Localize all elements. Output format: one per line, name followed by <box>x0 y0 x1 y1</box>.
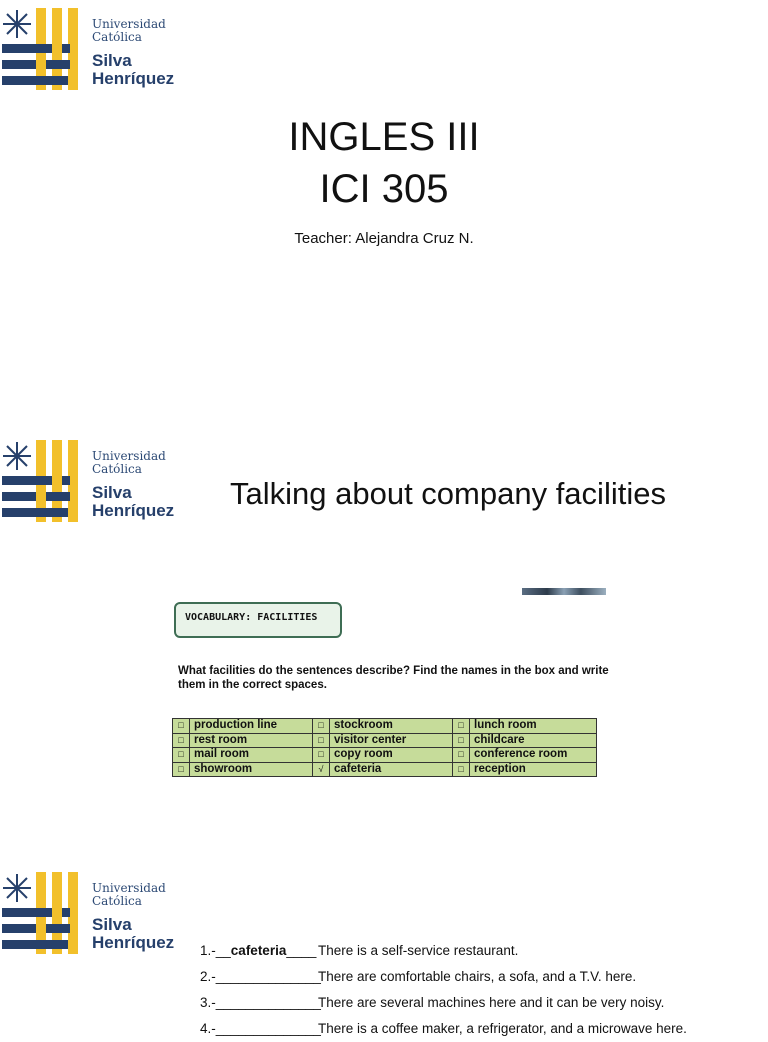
exercise-sentence: There are comfortable chairs, a sofa, and a T.V. here. <box>318 969 637 984</box>
checkbox-icon[interactable]: □ <box>453 748 470 763</box>
exercise-item <box>200 964 687 990</box>
logo-emblem-icon <box>0 8 90 90</box>
answer-blank[interactable]: ______________ <box>215 995 321 1010</box>
checkbox-icon[interactable]: □ <box>453 762 470 777</box>
teacher-name: Teacher: Alejandra Cruz N. <box>294 230 474 247</box>
vocabulary-word: cafeteria <box>330 762 453 777</box>
vocabulary-row <box>173 733 597 748</box>
vocabulary-word: stockroom <box>330 719 453 734</box>
slide-title <box>0 0 768 420</box>
checkbox-icon[interactable]: √ <box>313 762 330 777</box>
vocabulary-word: mail room <box>190 748 313 763</box>
exercise-item <box>200 938 687 964</box>
checkbox-icon[interactable]: □ <box>313 748 330 763</box>
checkbox-icon[interactable]: □ <box>453 719 470 734</box>
vocabulary-row <box>173 719 597 734</box>
answer-blank[interactable]: ______________ <box>215 1021 321 1036</box>
university-logo <box>0 872 200 962</box>
answer-text: cafeteria <box>230 943 287 958</box>
vocabulary-word: production line <box>190 719 313 734</box>
vocabulary-word: copy room <box>330 748 453 763</box>
exercise-list <box>200 938 687 1042</box>
checkbox-icon[interactable]: □ <box>313 733 330 748</box>
exercise-number: 3.- <box>200 995 216 1010</box>
slide-facilities <box>0 432 768 852</box>
vocabulary-word: conference room <box>470 748 597 763</box>
exercise-sentence: There are several machines here and it can be very noisy. <box>318 995 665 1010</box>
checkbox-icon[interactable]: □ <box>173 719 190 734</box>
exercise-item <box>200 990 687 1016</box>
answer-blank[interactable]: ______________ <box>215 969 321 984</box>
logo-emblem-icon <box>0 440 90 522</box>
answer-blank-suffix: ____ <box>286 943 317 958</box>
checkbox-icon[interactable]: □ <box>453 733 470 748</box>
exercise-number: 4.- <box>200 1021 216 1036</box>
university-logo <box>0 8 200 98</box>
logo-emblem-icon <box>0 872 90 954</box>
exercise-sentence: There is a self-service restaurant. <box>318 943 519 958</box>
exercise-number: 1.- <box>200 943 216 958</box>
vocabulary-row <box>173 762 597 777</box>
logo-university-text: Universidad Católica <box>92 17 166 44</box>
vocabulary-row <box>173 748 597 763</box>
vocabulary-word: reception <box>470 762 597 777</box>
vocabulary-word: rest room <box>190 733 313 748</box>
answer-blank[interactable]: __ <box>215 943 231 958</box>
vocabulary-word: lunch room <box>470 719 597 734</box>
vocabulary-table <box>172 718 597 777</box>
slide-heading: Talking about company facilities <box>230 476 666 511</box>
exercise-instructions: What facilities do the sentences describe? Find the names in the box and write them in the correct spaces. <box>178 665 609 691</box>
checkbox-icon[interactable]: □ <box>173 733 190 748</box>
exercise-sentence: There is a coffee maker, a refrigerator, and a microwave here. <box>318 1021 687 1036</box>
vocabulary-word: visitor center <box>330 733 453 748</box>
checkbox-icon[interactable]: □ <box>173 762 190 777</box>
slide-exercise <box>0 864 768 1036</box>
vocabulary-header: VOCABULARY: FACILITIES <box>174 602 342 638</box>
checkbox-icon[interactable]: □ <box>173 748 190 763</box>
photo-fragment <box>522 588 606 595</box>
logo-brand-text: Silva Henríquez <box>92 915 175 952</box>
vocabulary-word: showroom <box>190 762 313 777</box>
exercise-item <box>200 1016 687 1042</box>
vocabulary-word: childcare <box>470 733 597 748</box>
course-code: ICI 305 <box>319 167 449 211</box>
university-logo <box>0 440 200 530</box>
checkbox-icon[interactable]: □ <box>313 719 330 734</box>
course-title: INGLES III <box>288 115 480 159</box>
logo-university-text: Universidad Católica <box>92 449 166 476</box>
exercise-number: 2.- <box>200 969 216 984</box>
logo-brand-text: Silva Henríquez <box>92 51 175 88</box>
logo-university-text: Universidad Católica <box>92 881 166 908</box>
logo-brand-text: Silva Henríquez <box>92 483 175 520</box>
